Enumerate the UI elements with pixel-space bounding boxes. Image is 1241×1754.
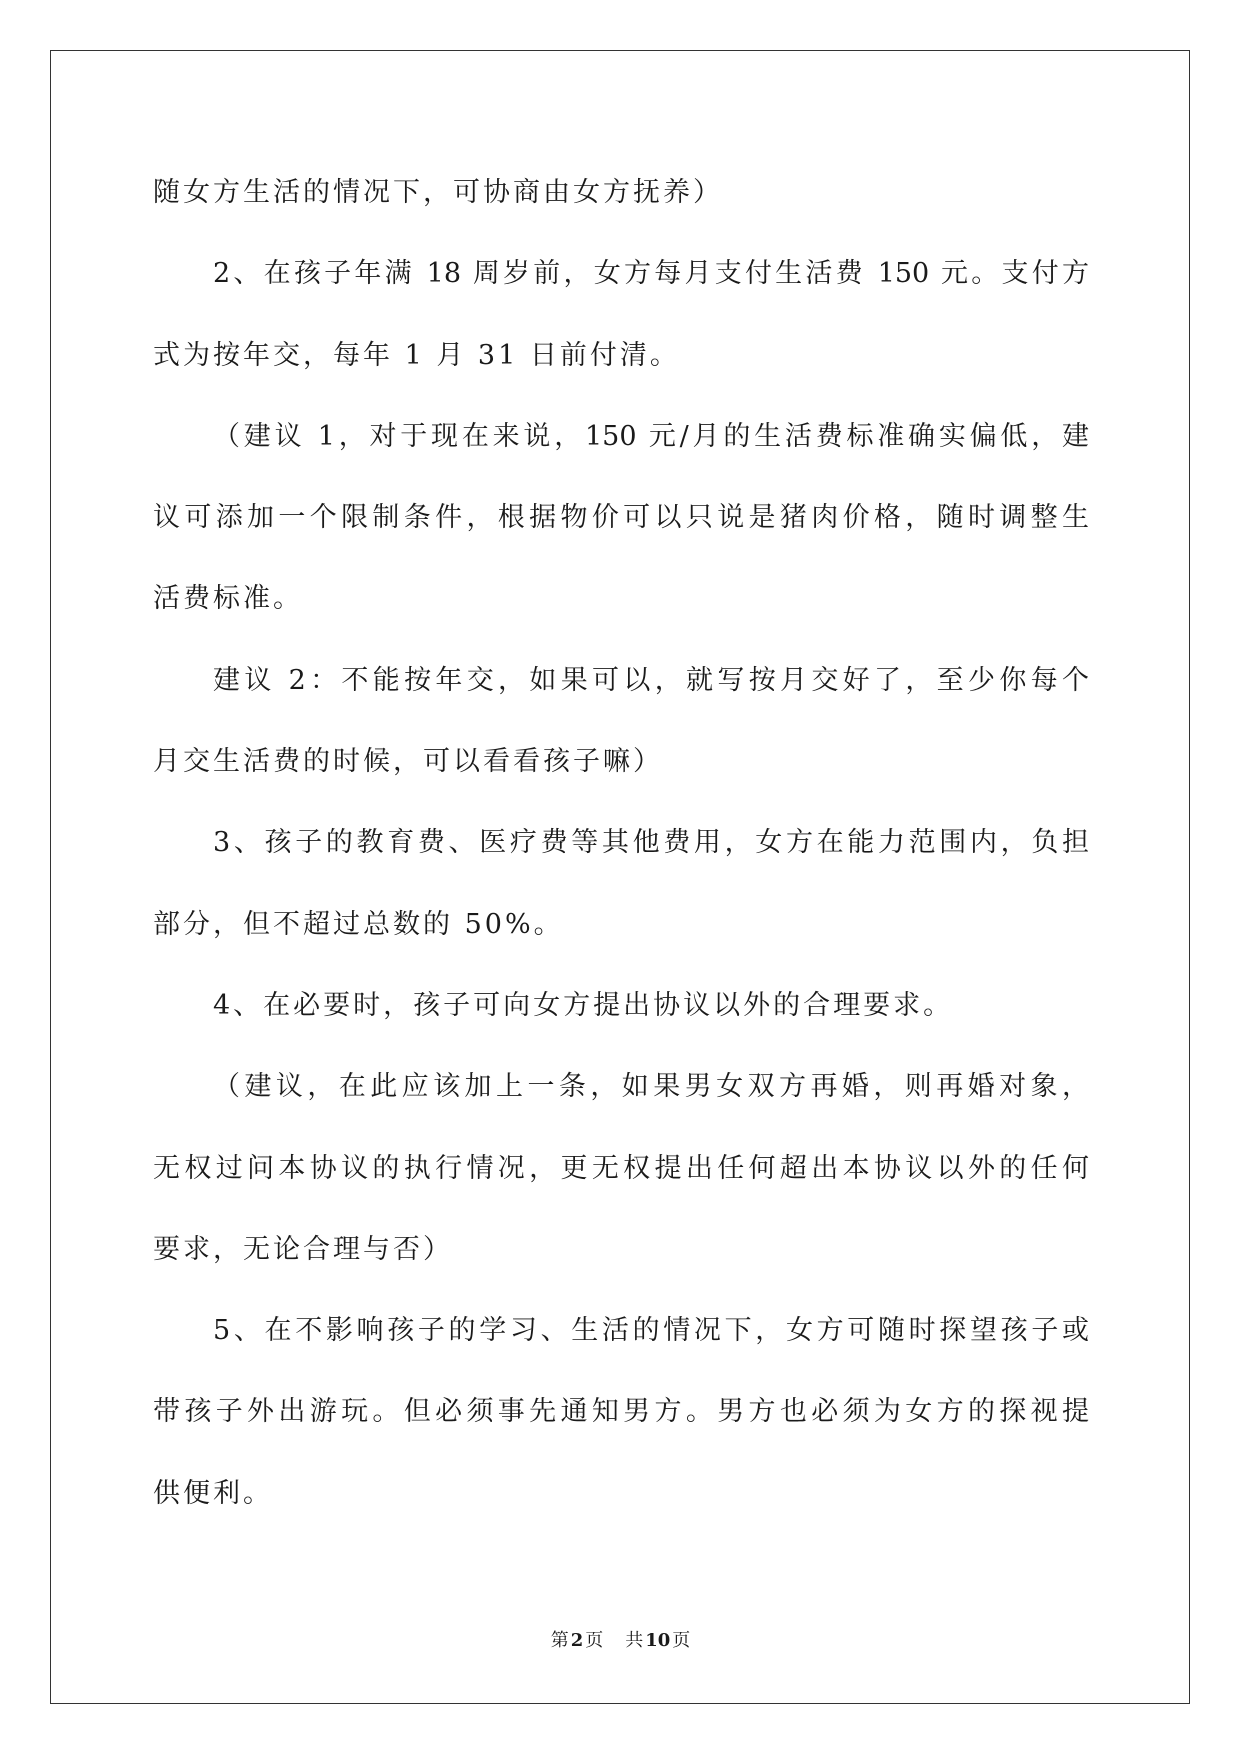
- footer-page-suffix: 页: [585, 1630, 604, 1651]
- paragraph-line: （建议，在此应该加上一条，如果男女双方再婚，则再婚对象，: [213, 1071, 1089, 1103]
- page-footer: [0, 1628, 1241, 1654]
- paragraph-line: 带孩子外出游玩。但必须事先通知男方。男方也必须为女方的探视提: [153, 1396, 1089, 1428]
- paragraph-line: 月交生活费的时候，可以看看孩子嘛）: [153, 746, 663, 778]
- paragraph-line: 建议 2：不能按年交，如果可以，就写按月交好了，至少你每个: [213, 664, 1089, 696]
- paragraph-line: 4、在必要时，孩子可向女方提出协议以外的合理要求。: [213, 989, 954, 1021]
- footer-page-prefix: 第: [550, 1630, 569, 1651]
- paragraph-line: 随女方生活的情况下，可协商由女方抚养）: [153, 177, 723, 208]
- paragraph-line: 2、在孩子年满 18 周岁前，女方每月支付生活费 150 元。支付方: [213, 258, 1089, 290]
- paragraph-line: 要求，无论合理与否）: [153, 1233, 453, 1265]
- paragraph-line: （建议 1，对于现在来说，150 元/月的生活费标准确实偏低，建: [213, 420, 1089, 452]
- paragraph-line: 活费标准。: [153, 583, 303, 615]
- paragraph-line: 5、在不影响孩子的学习、生活的情况下，女方可随时探望孩子或: [213, 1315, 1089, 1347]
- paragraph-line: 式为按年交，每年 1 月 31 日前付清。: [153, 339, 680, 371]
- paragraph-line: 供便利。: [153, 1477, 273, 1509]
- footer-total-suffix: 页: [672, 1630, 691, 1651]
- paragraph-line: 无权过问本协议的执行情况，更无权提出任何超出本协议以外的任何: [153, 1152, 1089, 1184]
- paragraph-line: 议可添加一个限制条件，根据物价可以只说是猪肉价格，随时调整生: [153, 502, 1089, 534]
- footer-page-number: 2: [570, 1630, 584, 1651]
- paragraph-line: 3、孩子的教育费、医疗费等其他费用，女方在能力范围内，负担: [213, 827, 1089, 859]
- footer-total-prefix: 共: [625, 1630, 644, 1651]
- document-body: [153, 152, 1089, 1534]
- footer-total-pages: 10: [645, 1630, 671, 1651]
- paragraph-line: 部分，但不超过总数的 50%。: [153, 908, 564, 940]
